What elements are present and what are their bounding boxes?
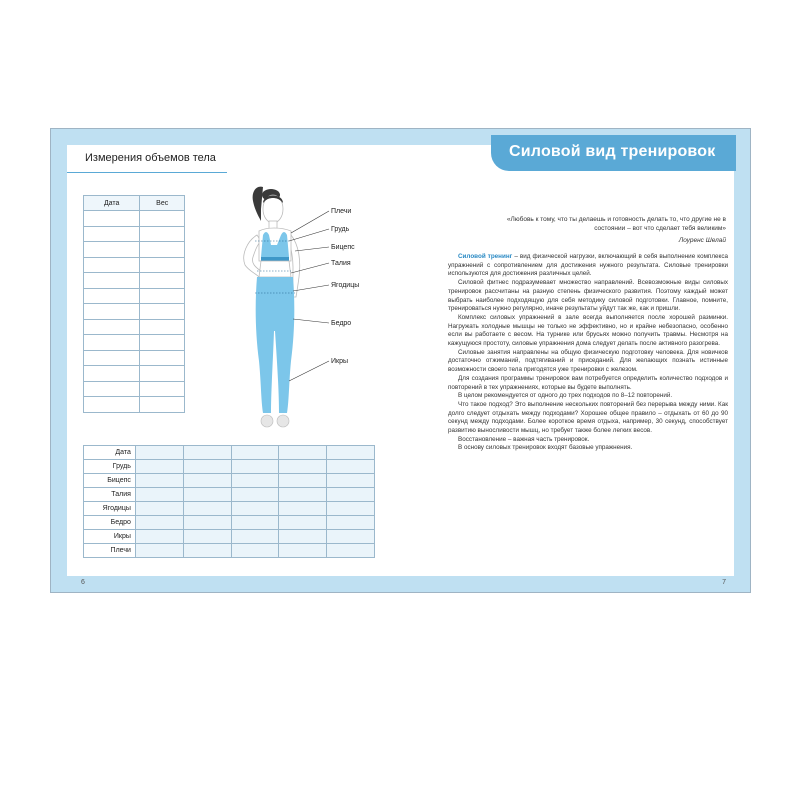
label-shoulders: Плечи bbox=[331, 208, 352, 215]
label-thigh: Бедро bbox=[331, 320, 352, 327]
measure-cell[interactable] bbox=[327, 530, 375, 544]
measure-cell[interactable] bbox=[231, 516, 279, 530]
measure-cell[interactable] bbox=[327, 460, 375, 474]
weight-cell[interactable] bbox=[84, 257, 140, 273]
paragraph: Что такое подход? Это выполнение нескольких повторений без перерыва между ними. Как долго следует отдыхать между подходами? Хорошее общее правило – отдыхать от 60 до 90 секунд между подходами. Более короткое время отдыха, например, 30 секунд, способствует развитию выносливости мышц, но требует также более легких весов. bbox=[448, 400, 728, 435]
measure-cell[interactable] bbox=[279, 544, 327, 558]
table-row bbox=[84, 516, 375, 530]
measure-cell[interactable] bbox=[231, 446, 279, 460]
measure-cell[interactable] bbox=[183, 516, 231, 530]
body-figure bbox=[211, 181, 361, 436]
measure-cell[interactable] bbox=[231, 460, 279, 474]
weight-cell[interactable] bbox=[84, 335, 140, 351]
article-body bbox=[448, 253, 728, 453]
weight-cell[interactable] bbox=[84, 366, 140, 382]
measure-cell[interactable] bbox=[279, 460, 327, 474]
measure-cell[interactable] bbox=[183, 460, 231, 474]
paragraph: Восстановление – важная часть тренировок. bbox=[458, 435, 590, 443]
right-page-title: Силовой вид тренировок bbox=[509, 143, 716, 160]
weight-cell[interactable] bbox=[84, 242, 140, 258]
table-row bbox=[84, 502, 375, 516]
table-row bbox=[84, 460, 375, 474]
measure-cell[interactable] bbox=[279, 474, 327, 488]
measure-cell[interactable] bbox=[135, 530, 183, 544]
measure-cell[interactable] bbox=[135, 502, 183, 516]
paragraph: В основу силовых тренировок входят базовые упражнения. bbox=[458, 444, 633, 452]
weight-cell[interactable] bbox=[84, 397, 140, 413]
intro-term: Силовой тренинг bbox=[458, 253, 513, 260]
row-label: Грудь bbox=[84, 460, 136, 474]
table-row bbox=[84, 544, 375, 558]
weight-cell[interactable] bbox=[140, 350, 185, 366]
row-label: Талия bbox=[84, 488, 136, 502]
measure-cell[interactable] bbox=[135, 446, 183, 460]
measure-cell[interactable] bbox=[183, 488, 231, 502]
page-number-right: 7 bbox=[722, 579, 726, 586]
row-label: Бедро bbox=[84, 516, 136, 530]
page-number-left: 6 bbox=[81, 579, 85, 586]
weight-cell[interactable] bbox=[140, 304, 185, 320]
table-row bbox=[84, 288, 185, 304]
table-row bbox=[84, 366, 185, 382]
table-row bbox=[84, 488, 375, 502]
weight-cell[interactable] bbox=[84, 288, 140, 304]
measure-cell[interactable] bbox=[231, 544, 279, 558]
measure-cell[interactable] bbox=[279, 488, 327, 502]
measure-cell[interactable] bbox=[279, 502, 327, 516]
label-glutes: Ягодицы bbox=[331, 282, 360, 289]
label-biceps: Бицепс bbox=[331, 244, 355, 251]
weight-cell[interactable] bbox=[84, 211, 140, 227]
weight-cell[interactable] bbox=[140, 366, 185, 382]
measure-cell[interactable] bbox=[183, 502, 231, 516]
weight-cell[interactable] bbox=[84, 273, 140, 289]
paragraph: Комплекс силовых упражнений в зале всегда выполняется после хорошей разминки. Нагружать холодные мышцы не только не эффективно, но и крайне небезопасно, особенно если вы работаете с весом. На турнике или брусьях можно получить травмы. Несмотря на кажущуюся простоту, силовые упражнения дома следует делать после активного разогрева. bbox=[448, 313, 728, 348]
table-row bbox=[84, 335, 185, 351]
weight-cell[interactable] bbox=[84, 381, 140, 397]
left-page-header bbox=[67, 145, 227, 173]
weight-cell[interactable] bbox=[140, 288, 185, 304]
weight-cell[interactable] bbox=[140, 381, 185, 397]
measure-cell[interactable] bbox=[327, 488, 375, 502]
left-page-title: Измерения объемов тела bbox=[85, 152, 216, 164]
table-row bbox=[84, 381, 185, 397]
measure-cell[interactable] bbox=[231, 530, 279, 544]
weight-cell[interactable] bbox=[140, 211, 185, 227]
measure-cell[interactable] bbox=[135, 516, 183, 530]
paragraph bbox=[448, 253, 728, 279]
weight-cell[interactable] bbox=[84, 226, 140, 242]
paragraph: Силовой фитнес подразумевает множество направлений. Всевозможные виды силовых тренировок рассчитаны на разную степень физического развития. Поэтому каждый может выбрать наиболее подходящую для себя методику силовой подготовки. Главное, помните, тренироваться нужно регулярно, иначе результаты уйдут так же, как и пришли. bbox=[448, 279, 728, 313]
frame-bottom bbox=[51, 576, 750, 592]
leggings-shape bbox=[256, 277, 295, 413]
weight-cell[interactable] bbox=[140, 273, 185, 289]
table-row bbox=[84, 226, 185, 242]
hair-shape bbox=[253, 187, 263, 221]
measure-cell[interactable] bbox=[279, 530, 327, 544]
table-row bbox=[84, 530, 375, 544]
row-label: Плечи bbox=[84, 544, 136, 558]
measure-cell[interactable] bbox=[279, 446, 327, 460]
measure-cell[interactable] bbox=[183, 530, 231, 544]
measure-cell[interactable] bbox=[231, 488, 279, 502]
right-page-header bbox=[491, 135, 736, 171]
measure-cell[interactable] bbox=[231, 474, 279, 488]
measure-cell[interactable] bbox=[135, 474, 183, 488]
paragraph: В целом рекомендуется от одного до трех подходов по 8–12 повторений. bbox=[458, 392, 673, 400]
epigraph-author: Лоуренс Шелай bbox=[678, 237, 726, 244]
row-label: Ягодицы bbox=[84, 502, 136, 516]
frame-left bbox=[51, 129, 67, 592]
paragraph: Для создания программы тренировок вам потребуется определить количество подходов и повторений в тех упражнениях, которые вы будете выполнять. bbox=[448, 374, 728, 391]
table-row bbox=[84, 211, 185, 227]
weight-cell[interactable] bbox=[140, 335, 185, 351]
label-waist: Талия bbox=[331, 260, 351, 267]
paragraph: Силовые занятия направлены на общую физическую подготовку человека. Для новичков достаточно отжиманий, подтягиваний и приседаний. Для желающих познать истинные возможности своего тела пригодятся уже тренировки с железом. bbox=[448, 348, 728, 374]
row-label: Дата bbox=[84, 446, 136, 460]
frame-right bbox=[734, 129, 750, 592]
weight-cell[interactable] bbox=[84, 304, 140, 320]
measure-cell[interactable] bbox=[327, 446, 375, 460]
measure-cell[interactable] bbox=[135, 544, 183, 558]
table-row bbox=[84, 446, 375, 460]
table-row bbox=[84, 304, 185, 320]
measure-cell[interactable] bbox=[327, 516, 375, 530]
measure-cell[interactable] bbox=[183, 474, 231, 488]
weight-table bbox=[83, 195, 185, 413]
weight-cell[interactable] bbox=[140, 242, 185, 258]
weight-cell[interactable] bbox=[84, 319, 140, 335]
table-row bbox=[84, 397, 185, 413]
table-row bbox=[84, 257, 185, 273]
weight-table-header-date: Дата bbox=[84, 196, 140, 211]
measure-cell[interactable] bbox=[327, 502, 375, 516]
measure-cell[interactable] bbox=[135, 460, 183, 474]
weight-cell[interactable] bbox=[140, 319, 185, 335]
weight-cell[interactable] bbox=[140, 226, 185, 242]
weight-cell[interactable] bbox=[140, 257, 185, 273]
row-label: Икры bbox=[84, 530, 136, 544]
intro-rest: – вид физической нагрузки, включающий в себя выполнение комплекса упражнений с сопротивлением для достижения нужного результата. Силовые тренировки используются для достижения различных целей. bbox=[448, 253, 728, 278]
weight-cell[interactable] bbox=[140, 397, 185, 413]
book-spread bbox=[50, 128, 751, 593]
table-row bbox=[84, 319, 185, 335]
table-row bbox=[84, 350, 185, 366]
table-row bbox=[84, 242, 185, 258]
epigraph-quote: «Любовь к тому, что ты делаешь и готовность делать то, что другие не в состоянии – вот что сделает тебя великим» bbox=[506, 216, 726, 232]
measure-cell[interactable] bbox=[231, 502, 279, 516]
measure-cell[interactable] bbox=[183, 544, 231, 558]
measure-cell[interactable] bbox=[183, 446, 231, 460]
measure-cell[interactable] bbox=[327, 474, 375, 488]
weight-cell[interactable] bbox=[84, 350, 140, 366]
label-calves: Икры bbox=[331, 358, 349, 365]
row-label: Бицепс bbox=[84, 474, 136, 488]
measure-cell[interactable] bbox=[279, 516, 327, 530]
table-row bbox=[84, 474, 375, 488]
weight-table-header-weight: Вес bbox=[140, 196, 185, 211]
table-row bbox=[84, 273, 185, 289]
measure-cell[interactable] bbox=[327, 544, 375, 558]
measurements-table bbox=[83, 445, 375, 558]
label-chest: Грудь bbox=[331, 226, 350, 233]
measure-cell[interactable] bbox=[135, 488, 183, 502]
